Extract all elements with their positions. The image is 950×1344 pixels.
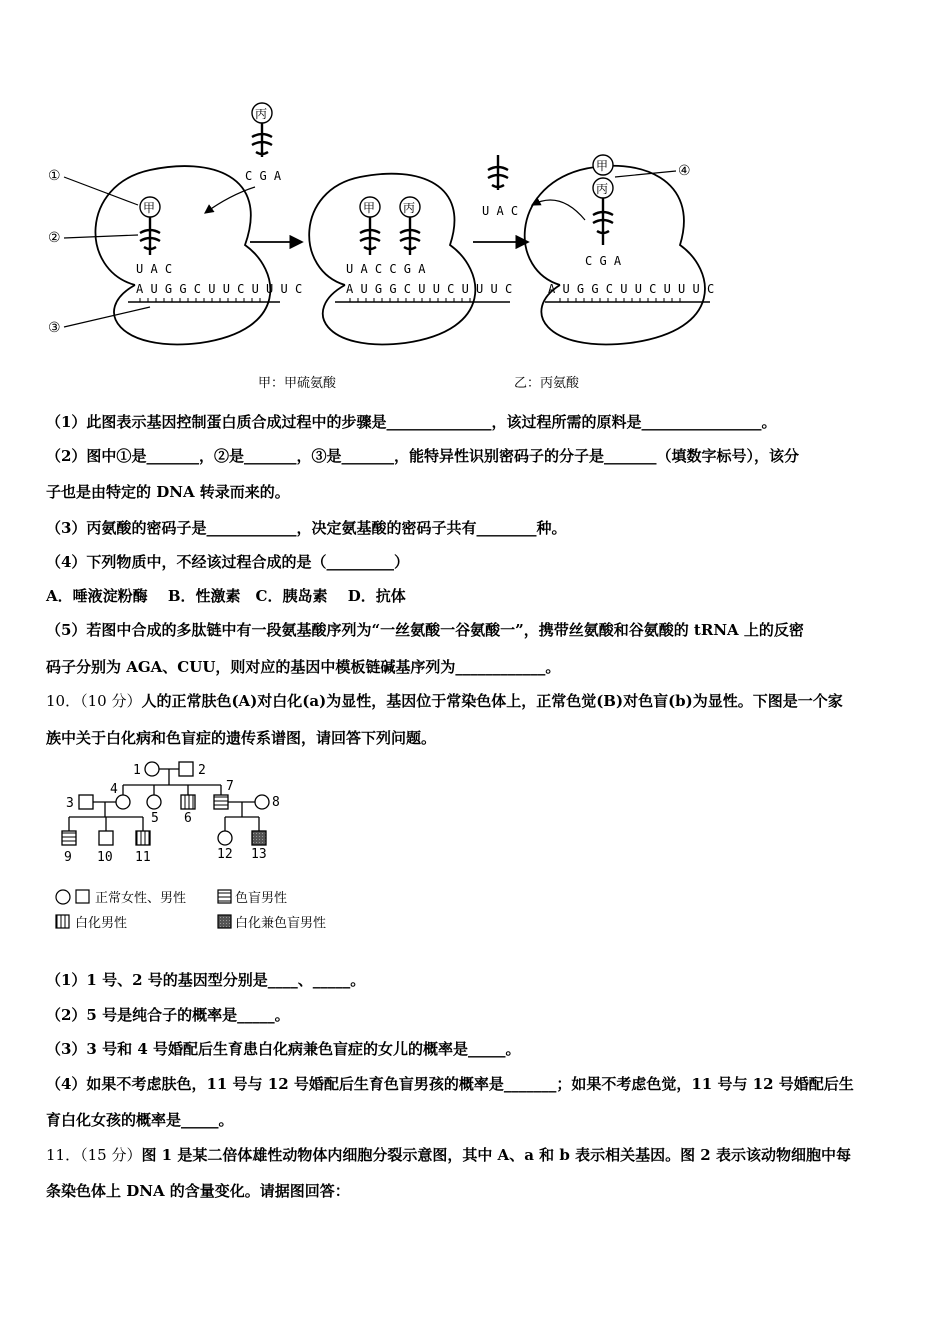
id-7: 7: [226, 779, 234, 794]
label-1: ①: [48, 168, 61, 184]
individual-3: [79, 795, 93, 809]
individual-10: [99, 831, 113, 845]
id-1: 1: [133, 763, 141, 778]
translation-diagram: [40, 95, 720, 395]
caption-yi: 乙：丙氨酸: [514, 376, 580, 391]
id-12: 12: [217, 847, 233, 862]
aa-bing-float: 丙: [255, 107, 268, 121]
individual-7: [214, 795, 228, 809]
q9-line-4: （3）丙氨酸的密码子是____________，决定氨基酸的密码子共有________种。: [46, 519, 567, 537]
mrna-sequence-3: A U G G C U U C U U U C: [548, 282, 715, 296]
individual-9: [62, 831, 76, 845]
id-11: 11: [135, 850, 151, 865]
ribosome-panel-1: [95, 166, 270, 344]
q9-line-8: 码子分别为 AGA、CUU，则对应的基因中模板链碱基序列为____________。: [46, 658, 561, 676]
ribosome-panel-2: [309, 174, 475, 345]
q9-line-3: 子也是由特定的 DNA 转录而来的。: [46, 483, 290, 501]
q9-line-2: （2）图中①是_______，②是_______，③是_______，能特异性识别密码子的分子是_______（填数字标号），该分: [46, 447, 799, 465]
q10-line-1: [46, 690, 843, 711]
anticodon-uac-1: U A C: [136, 262, 173, 276]
q10-answer-5: 育白化女孩的概率是_____。: [46, 1111, 234, 1129]
label-3: ③: [48, 320, 61, 336]
individual-6: [181, 795, 195, 809]
aa-bing-2: 丙: [403, 201, 416, 215]
individual-12: [218, 831, 232, 845]
legend-colorblind: 色盲男性: [235, 891, 288, 906]
id-10: 10: [97, 850, 113, 865]
id-8: 8: [272, 795, 280, 810]
q10-answer-4: （4）如果不考虑肤色，11 号与 12 号婚配后生育色盲男孩的概率是_______；如果不考虑色觉，11 号与 12 号婚配后生: [46, 1075, 854, 1093]
q11-number: 11．（15 分）: [46, 1146, 142, 1164]
legend-normal: 正常女性、男性: [95, 891, 187, 906]
individual-5: [147, 795, 161, 809]
q9-line-1: （1）此图表示基因控制蛋白质合成过程中的步骤是______________，该过程所需的原料是________________。: [46, 413, 777, 431]
q10-answer-1: （1）1 号、2 号的基因型分别是____、_____。: [46, 971, 366, 989]
q11-stem-1: 图 1 是某二倍体雄性动物体内细胞分裂示意图，其中 A、a 和 b 表示相关基因。图 2 表示该动物细胞中每: [141, 1146, 851, 1164]
legend-albino: 白化男性: [75, 916, 128, 931]
q11-line-1: [46, 1144, 851, 1165]
q10-answer-2: （2）5 号是纯合子的概率是_____。: [46, 1006, 290, 1024]
q10-stem-1: 人的正常肤色(A)对白化(a)为显性，基因位于常染色体上，正常色觉(B)对色盲(b)为显性。下图是一个家: [141, 692, 843, 710]
id-5: 5: [151, 811, 159, 826]
legend-both: 白化兼色盲男性: [235, 916, 327, 931]
id-3: 3: [66, 796, 74, 811]
id-2: 2: [198, 763, 206, 778]
anticodon-uac-3: U A C: [482, 204, 519, 218]
individual-2: [179, 762, 193, 776]
aa-jia-3: 甲: [596, 159, 609, 173]
id-9: 9: [64, 850, 72, 865]
pedigree-chart: [55, 755, 355, 935]
mrna-sequence-2: A U G G C U U C U U U C: [346, 282, 513, 296]
caption-jia: 甲：甲硫氨酸: [258, 376, 337, 391]
individual-4: [116, 795, 130, 809]
id-13: 13: [251, 847, 267, 862]
aa-jia-2: 甲: [363, 201, 376, 215]
individual-8: [255, 795, 269, 809]
label-2: ②: [48, 230, 61, 246]
aa-jia-1: 甲: [143, 201, 156, 215]
q10-answer-3: （3）3 号和 4 号婚配后生育患白化病兼色盲症的女儿的概率是_____。: [46, 1040, 521, 1058]
label-4: ④: [678, 163, 691, 179]
aa-bing-3: 丙: [596, 182, 609, 196]
q10-line-2: 族中关于白化病和色盲症的遗传系谱图，请回答下列问题。: [46, 729, 437, 747]
individual-11: [136, 831, 150, 845]
individual-1: [145, 762, 159, 776]
mrna-sequence-1: A U G G C U U C U U U C: [136, 282, 303, 296]
q9-line-7: （5）若图中合成的多肽链中有一段氨基酸序列为“一丝氨酸一谷氨酸一”，携带丝氨酸和谷氨酸的 tRNA 上的反密: [46, 621, 804, 639]
q9-options: A．唾液淀粉酶 B．性激素 C．胰岛素 D．抗体: [46, 587, 406, 605]
q10-number: 10．（10 分）: [46, 692, 142, 710]
individual-13: [252, 831, 266, 845]
anticodon-cga-float: C G A: [245, 169, 282, 183]
id-4: 4: [110, 782, 118, 797]
anticodon-uaccga: U A C C G A: [346, 262, 426, 276]
id-6: 6: [184, 811, 192, 826]
anticodon-cga-3: C G A: [585, 254, 622, 268]
q11-line-2: 条染色体上 DNA 的含量变化。请据图回答：: [46, 1182, 350, 1200]
q9-line-5: （4）下列物质中，不经该过程合成的是（_________）: [46, 553, 409, 571]
